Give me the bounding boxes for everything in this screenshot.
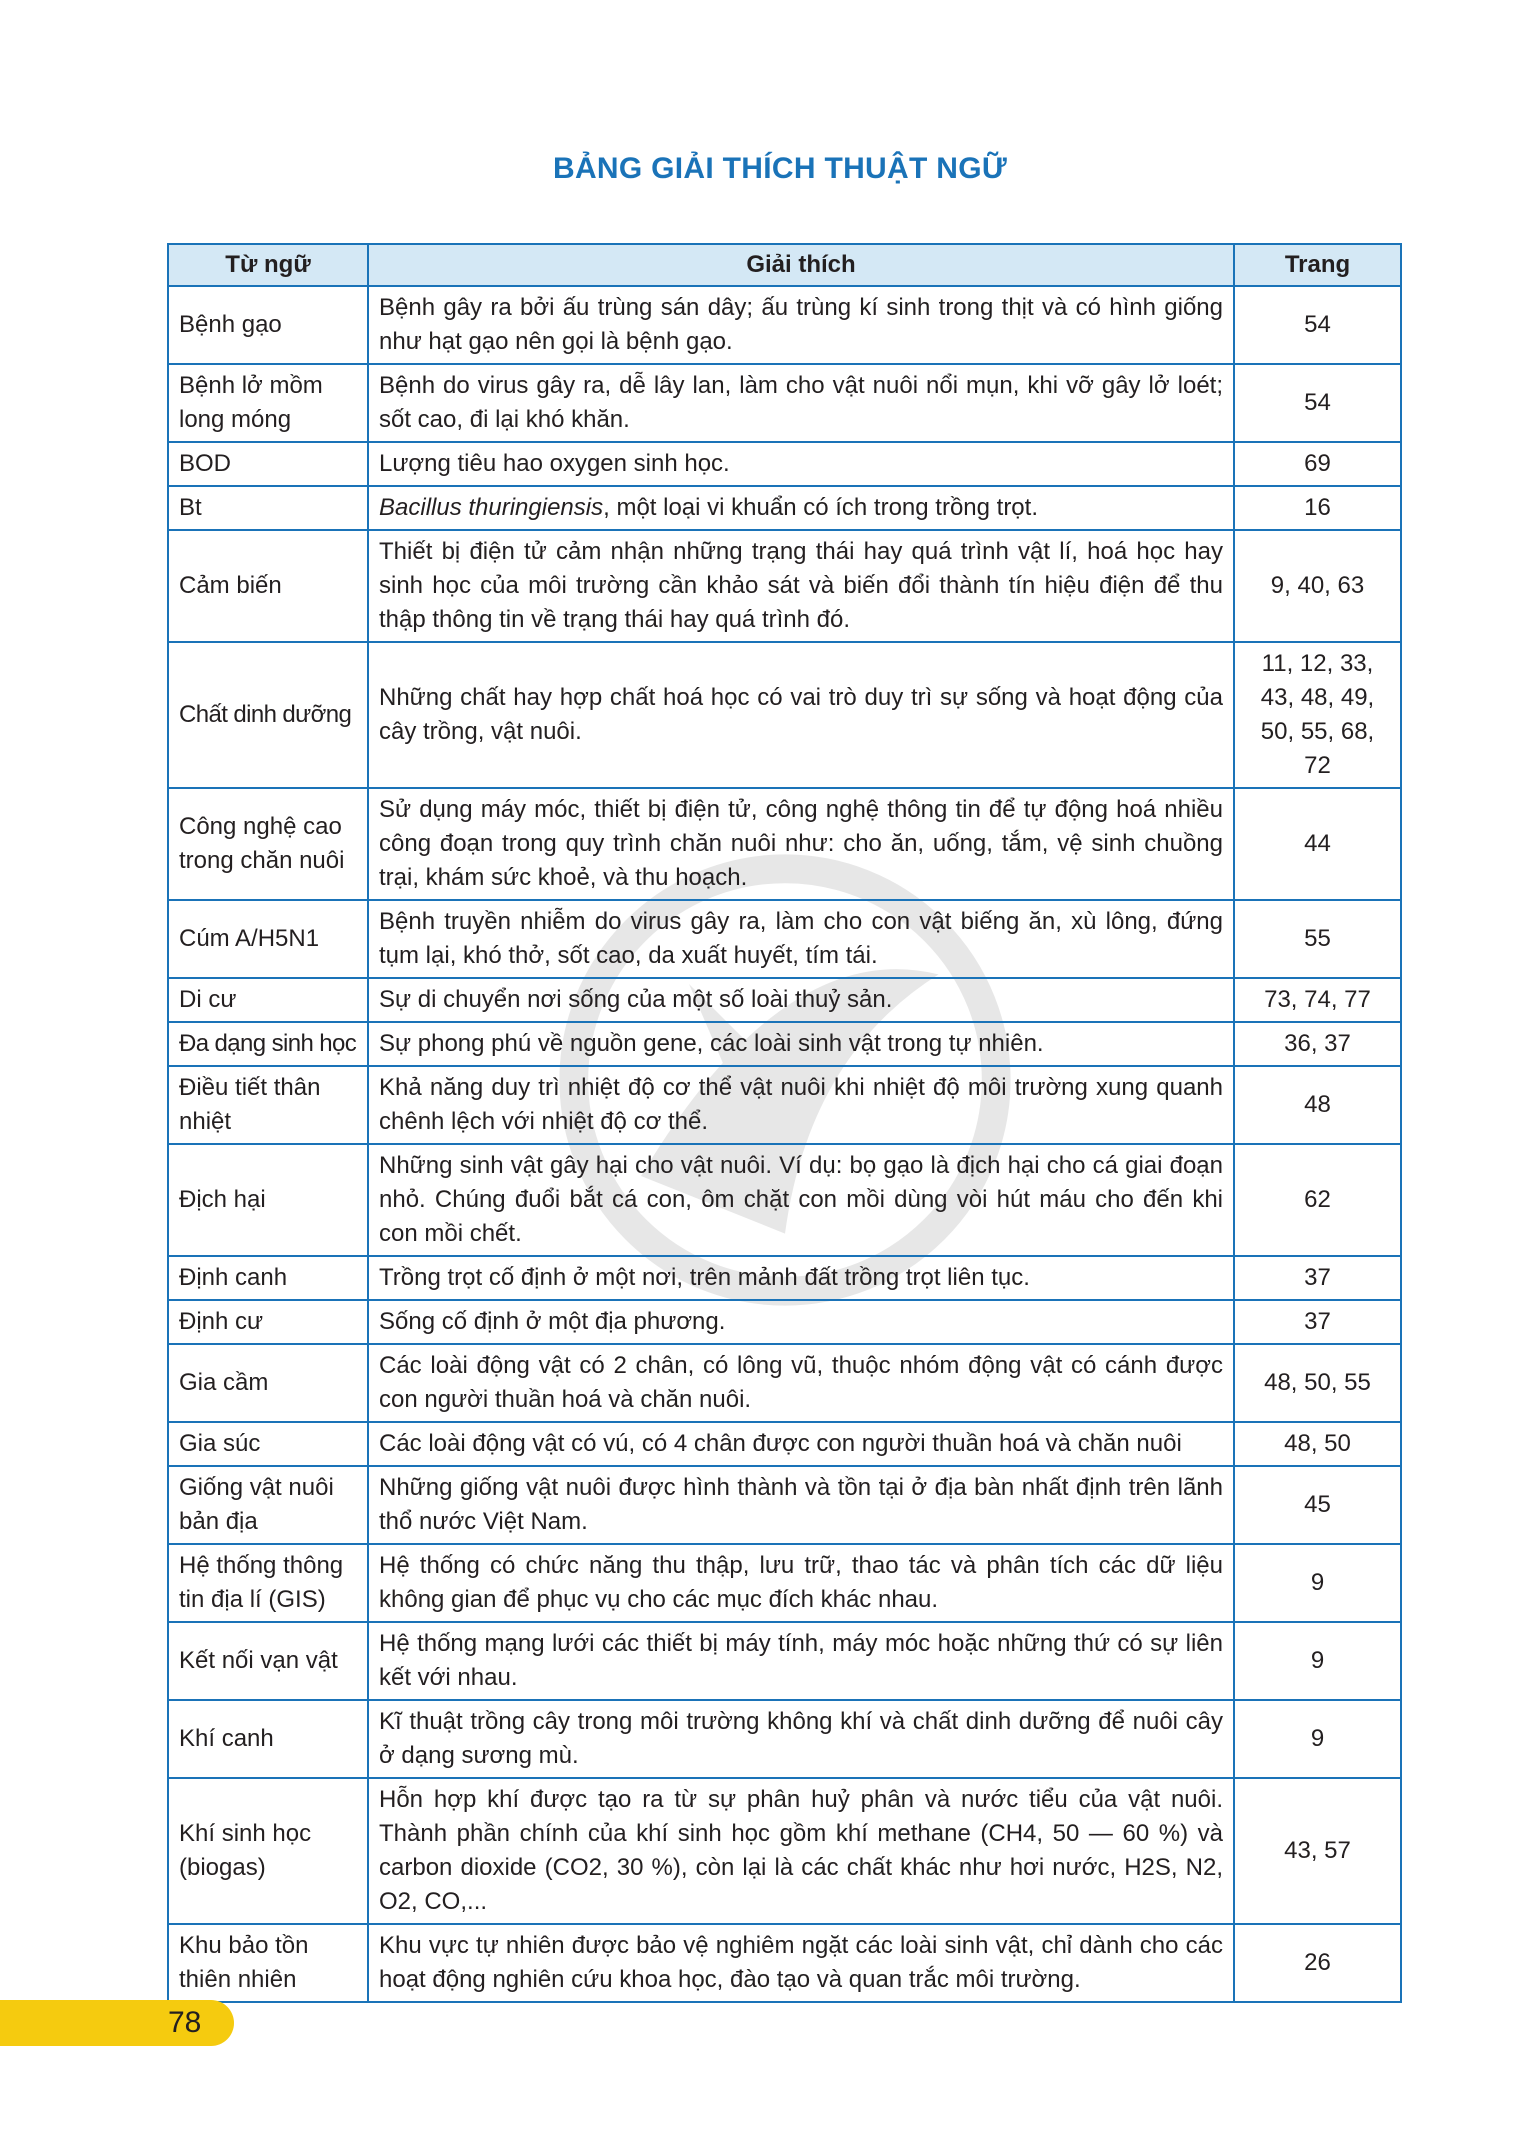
page-cell: 36, 37 bbox=[1234, 1022, 1401, 1066]
page-cell: 54 bbox=[1234, 286, 1401, 364]
definition-cell: Khả năng duy trì nhiệt độ cơ thể vật nuôi khi nhiệt độ môi trường xung quanh chênh lệch với nhiệt độ cơ thể. bbox=[368, 1066, 1234, 1144]
term-cell: Gia súc bbox=[168, 1422, 368, 1466]
header-definition: Giải thích bbox=[368, 244, 1234, 286]
term-cell: Khí sinh học (biogas) bbox=[168, 1778, 368, 1924]
definition-cell: Những giống vật nuôi được hình thành và tồn tại ở địa bàn nhất định trên lãnh thổ nước Việt Nam. bbox=[368, 1466, 1234, 1544]
page-cell: 48 bbox=[1234, 1066, 1401, 1144]
definition-cell: Bệnh do virus gây ra, dễ lây lan, làm cho vật nuôi nổi mụn, khi vỡ gây lở loét; sốt cao, đi lại khó khăn. bbox=[368, 364, 1234, 442]
table-row bbox=[168, 1022, 1401, 1066]
term-cell: Định canh bbox=[168, 1256, 368, 1300]
table-header-row bbox=[168, 244, 1401, 286]
glossary-table bbox=[167, 243, 1402, 2003]
page-cell: 9 bbox=[1234, 1544, 1401, 1622]
page-cell: 73, 74, 77 bbox=[1234, 978, 1401, 1022]
term-cell: Địch hại bbox=[168, 1144, 368, 1256]
page-cell: 9, 40, 63 bbox=[1234, 530, 1401, 642]
page-cell: 54 bbox=[1234, 364, 1401, 442]
term-cell: Đa dạng sinh học bbox=[168, 1022, 368, 1066]
table-row bbox=[168, 1622, 1401, 1700]
term-cell: Kết nối vạn vật bbox=[168, 1622, 368, 1700]
term-cell: Định cư bbox=[168, 1300, 368, 1344]
page-cell: 37 bbox=[1234, 1300, 1401, 1344]
term-cell: Gia cầm bbox=[168, 1344, 368, 1422]
definition-cell: Những sinh vật gây hại cho vật nuôi. Ví dụ: bọ gạo là địch hại cho cá giai đoạn nhỏ. Chúng đuổi bắt cá con, ôm chặt con mồi dùng vòi hút máu cho đến khi con mồi chết. bbox=[368, 1144, 1234, 1256]
table-row bbox=[168, 642, 1401, 788]
page-cell: 26 bbox=[1234, 1924, 1401, 2002]
term-cell: BOD bbox=[168, 442, 368, 486]
definition-cell: Sống cố định ở một địa phương. bbox=[368, 1300, 1234, 1344]
table-row bbox=[168, 1300, 1401, 1344]
definition-cell: Sự phong phú về nguồn gene, các loài sinh vật trong tự nhiên. bbox=[368, 1022, 1234, 1066]
term-cell: Điều tiết thân nhiệt bbox=[168, 1066, 368, 1144]
page-cell: 45 bbox=[1234, 1466, 1401, 1544]
table-row bbox=[168, 1066, 1401, 1144]
term-cell: Giống vật nuôi bản địa bbox=[168, 1466, 368, 1544]
scientific-name: Bacillus thuringiensis bbox=[379, 494, 604, 521]
table-row bbox=[168, 364, 1401, 442]
table-row bbox=[168, 1344, 1401, 1422]
page-cell: 48, 50, 55 bbox=[1234, 1344, 1401, 1422]
definition-cell: Trồng trọt cố định ở một nơi, trên mảnh đất trồng trọt liên tục. bbox=[368, 1256, 1234, 1300]
page-cell: 48, 50 bbox=[1234, 1422, 1401, 1466]
definition-cell: Lượng tiêu hao oxygen sinh học. bbox=[368, 442, 1234, 486]
definition-cell: Hệ thống có chức năng thu thập, lưu trữ, thao tác và phân tích các dữ liệu không gian để phục vụ cho các mục đích khác nhau. bbox=[368, 1544, 1234, 1622]
term-cell: Công nghệ cao trong chăn nuôi bbox=[168, 788, 368, 900]
table-row bbox=[168, 788, 1401, 900]
table-row bbox=[168, 442, 1401, 486]
page-number: 78 bbox=[168, 2006, 202, 2039]
table-row bbox=[168, 1422, 1401, 1466]
table-row bbox=[168, 530, 1401, 642]
page-cell: 9 bbox=[1234, 1622, 1401, 1700]
definition-cell: Sự di chuyển nơi sống của một số loài thuỷ sản. bbox=[368, 978, 1234, 1022]
definition-cell: Hệ thống mạng lưới các thiết bị máy tính, máy móc hoặc những thứ có sự liên kết với nhau. bbox=[368, 1622, 1234, 1700]
term-cell: Cảm biến bbox=[168, 530, 368, 642]
page-cell: 16 bbox=[1234, 486, 1401, 530]
table-row bbox=[168, 1778, 1401, 1924]
definition-cell: Kĩ thuật trồng cây trong môi trường không khí và chất dinh dưỡng để nuôi cây ở dạng sương mù. bbox=[368, 1700, 1234, 1778]
table-row bbox=[168, 1700, 1401, 1778]
definition-cell: Các loài động vật có vú, có 4 chân được con người thuần hoá và chăn nuôi bbox=[368, 1422, 1234, 1466]
definition-cell: Bệnh truyền nhiễm do virus gây ra, làm cho con vật biếng ăn, xù lông, đứng tụm lại, khó thở, sốt cao, da xuất huyết, tím tái. bbox=[368, 900, 1234, 978]
page-cell: 37 bbox=[1234, 1256, 1401, 1300]
header-page: Trang bbox=[1234, 244, 1401, 286]
definition-text: , một loại vi khuẩn có ích trong trồng trọt. bbox=[603, 494, 1038, 521]
term-cell: Khí canh bbox=[168, 1700, 368, 1778]
definition-cell: Thiết bị điện tử cảm nhận những trạng thái hay quá trình vật lí, hoá học hay sinh học của môi trường cần khảo sát và biến đổi thành tín hiệu điện để thu thập thông tin về trạng thái hay quá trình đó. bbox=[368, 530, 1234, 642]
table-row bbox=[168, 286, 1401, 364]
term-cell: Khu bảo tồn thiên nhiên bbox=[168, 1924, 368, 2002]
definition-cell: Hỗn hợp khí được tạo ra từ sự phân huỷ phân và nước tiểu của vật nuôi. Thành phần chính của khí sinh học gồm khí methane (CH4, 50 — 60 %) và carbon dioxide (CO2, 30 %), còn lại là các chất khác như hơi nước, H2S, N2, O2, CO,... bbox=[368, 1778, 1234, 1924]
table-row bbox=[168, 1144, 1401, 1256]
definition-cell: Bệnh gây ra bởi ấu trùng sán dây; ấu trùng kí sinh trong thịt và có hình giống như hạt gạo nên gọi là bệnh gạo. bbox=[368, 286, 1234, 364]
term-cell: Chất dinh dưỡng bbox=[168, 642, 368, 788]
page-title: BẢNG GIẢI THÍCH THUẬT NGỮ bbox=[552, 152, 1008, 185]
term-cell: Cúm A/H5N1 bbox=[168, 900, 368, 978]
term-cell: Bt bbox=[168, 486, 368, 530]
page-cell: 44 bbox=[1234, 788, 1401, 900]
table-row bbox=[168, 1256, 1401, 1300]
table-row bbox=[168, 900, 1401, 978]
page-cell: 69 bbox=[1234, 442, 1401, 486]
table-row bbox=[168, 1544, 1401, 1622]
page-cell: 62 bbox=[1234, 1144, 1401, 1256]
header-term: Từ ngữ bbox=[168, 244, 368, 286]
definition-cell: Những chất hay hợp chất hoá học có vai trò duy trì sự sống và hoạt động của cây trồng, vật nuôi. bbox=[368, 642, 1234, 788]
page-cell: 11, 12, 33, 43, 48, 49, 50, 55, 68, 72 bbox=[1234, 642, 1401, 788]
definition-cell: Các loài động vật có 2 chân, có lông vũ, thuộc nhóm động vật có cánh được con người thuần hoá và chăn nuôi. bbox=[368, 1344, 1234, 1422]
term-cell: Hệ thống thông tin địa lí (GIS) bbox=[168, 1544, 368, 1622]
definition-cell: Khu vực tự nhiên được bảo vệ nghiêm ngặt các loài sinh vật, chỉ dành cho các hoạt động nghiên cứu khoa học, đào tạo và quan trắc môi trường. bbox=[368, 1924, 1234, 2002]
page-cell: 43, 57 bbox=[1234, 1778, 1401, 1924]
page-cell: 55 bbox=[1234, 900, 1401, 978]
definition-cell: Sử dụng máy móc, thiết bị điện tử, công nghệ thông tin để tự động hoá nhiều công đoạn trong quy trình chăn nuôi như: cho ăn, uống, tắm, vệ sinh chuồng trại, khám sức khoẻ, và thu hoạch. bbox=[368, 788, 1234, 900]
page-cell: 9 bbox=[1234, 1700, 1401, 1778]
term-cell: Bệnh lở mồm long móng bbox=[168, 364, 368, 442]
term-cell: Bệnh gạo bbox=[168, 286, 368, 364]
table-row bbox=[168, 978, 1401, 1022]
table-row bbox=[168, 486, 1401, 530]
table-row bbox=[168, 1466, 1401, 1544]
table-row bbox=[168, 1924, 1401, 2002]
term-cell: Di cư bbox=[168, 978, 368, 1022]
definition-cell bbox=[368, 486, 1234, 530]
